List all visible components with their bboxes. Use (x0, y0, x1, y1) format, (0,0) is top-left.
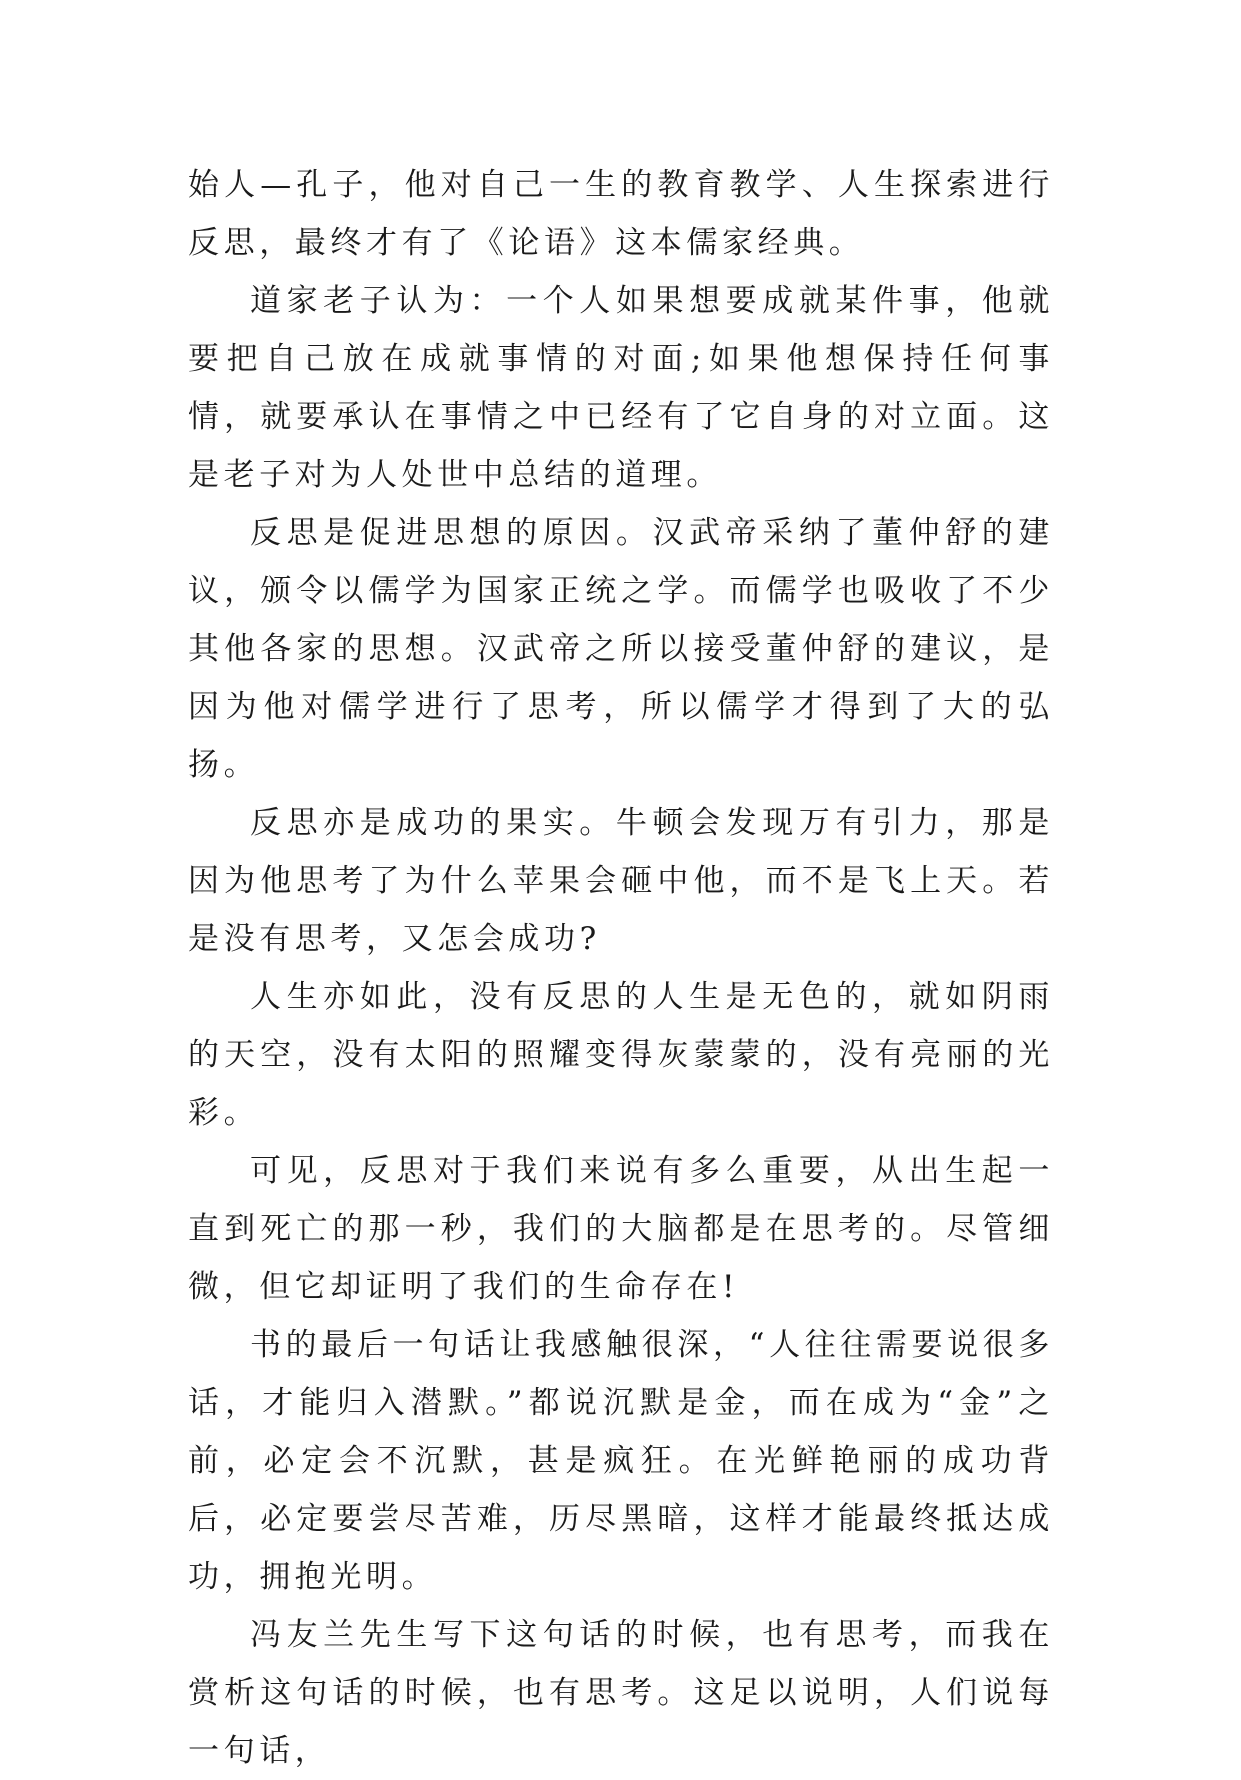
paragraph-feng-youlan: 冯友兰先生写下这句话的时候，也有思考，而我在赏析这句话的时候，也有思考。这足以说明，人们说每一句话， (188, 1617, 1054, 1769)
paragraph-newton: 反思亦是成功的果实。牛顿会发现万有引力，那是因为他思考了为什么苹果会砸中他，而不是飞上天。若是没有思考，又怎会成功? (188, 805, 1054, 957)
paragraph-life: 人生亦如此，没有反思的人生是无色的，就如阴雨的天空，没有太阳的照耀变得灰蒙蒙的，没有亮丽的光彩。 (188, 979, 1054, 1131)
document-body (188, 156, 1054, 1780)
paragraph-importance: 可见，反思对于我们来说有多么重要，从出生起一直到死亡的那一秒，我们的大脑都是在思考的。尽管细微，但它却证明了我们的生命存在! (188, 1153, 1054, 1305)
paragraph-last-sentence: 书的最后一句话让我感触很深，“人往往需要说很多话，才能归入潜默。”都说沉默是金，而在成为“金”之前，必定会不沉默，甚是疯狂。在光鲜艳丽的成功背后，必定要尝尽苦难，历尽黑暗，这样才能最终抵达成功，拥抱光明。 (188, 1327, 1054, 1595)
paragraph-han-wudi: 反思是促进思想的原因。汉武帝采纳了董仲舒的建议，颁令以儒学为国家正统之学。而儒学也吸收了不少其他各家的思想。汉武帝之所以接受董仲舒的建议，是因为他对儒学进行了思考，所以儒学才得到了大的弘扬。 (188, 515, 1054, 783)
paragraph-continued: 始人—孔子，他对自己一生的教育教学、人生探索进行反思，最终才有了《论语》这本儒家经典。 (188, 167, 1054, 261)
paragraph-laozi: 道家老子认为：一个人如果想要成就某件事，他就要把自己放在成就事情的对面;如果他想保持任何事情，就要承认在事情之中已经有了它自身的对立面。这是老子对为人处世中总结的道理。 (188, 283, 1054, 493)
